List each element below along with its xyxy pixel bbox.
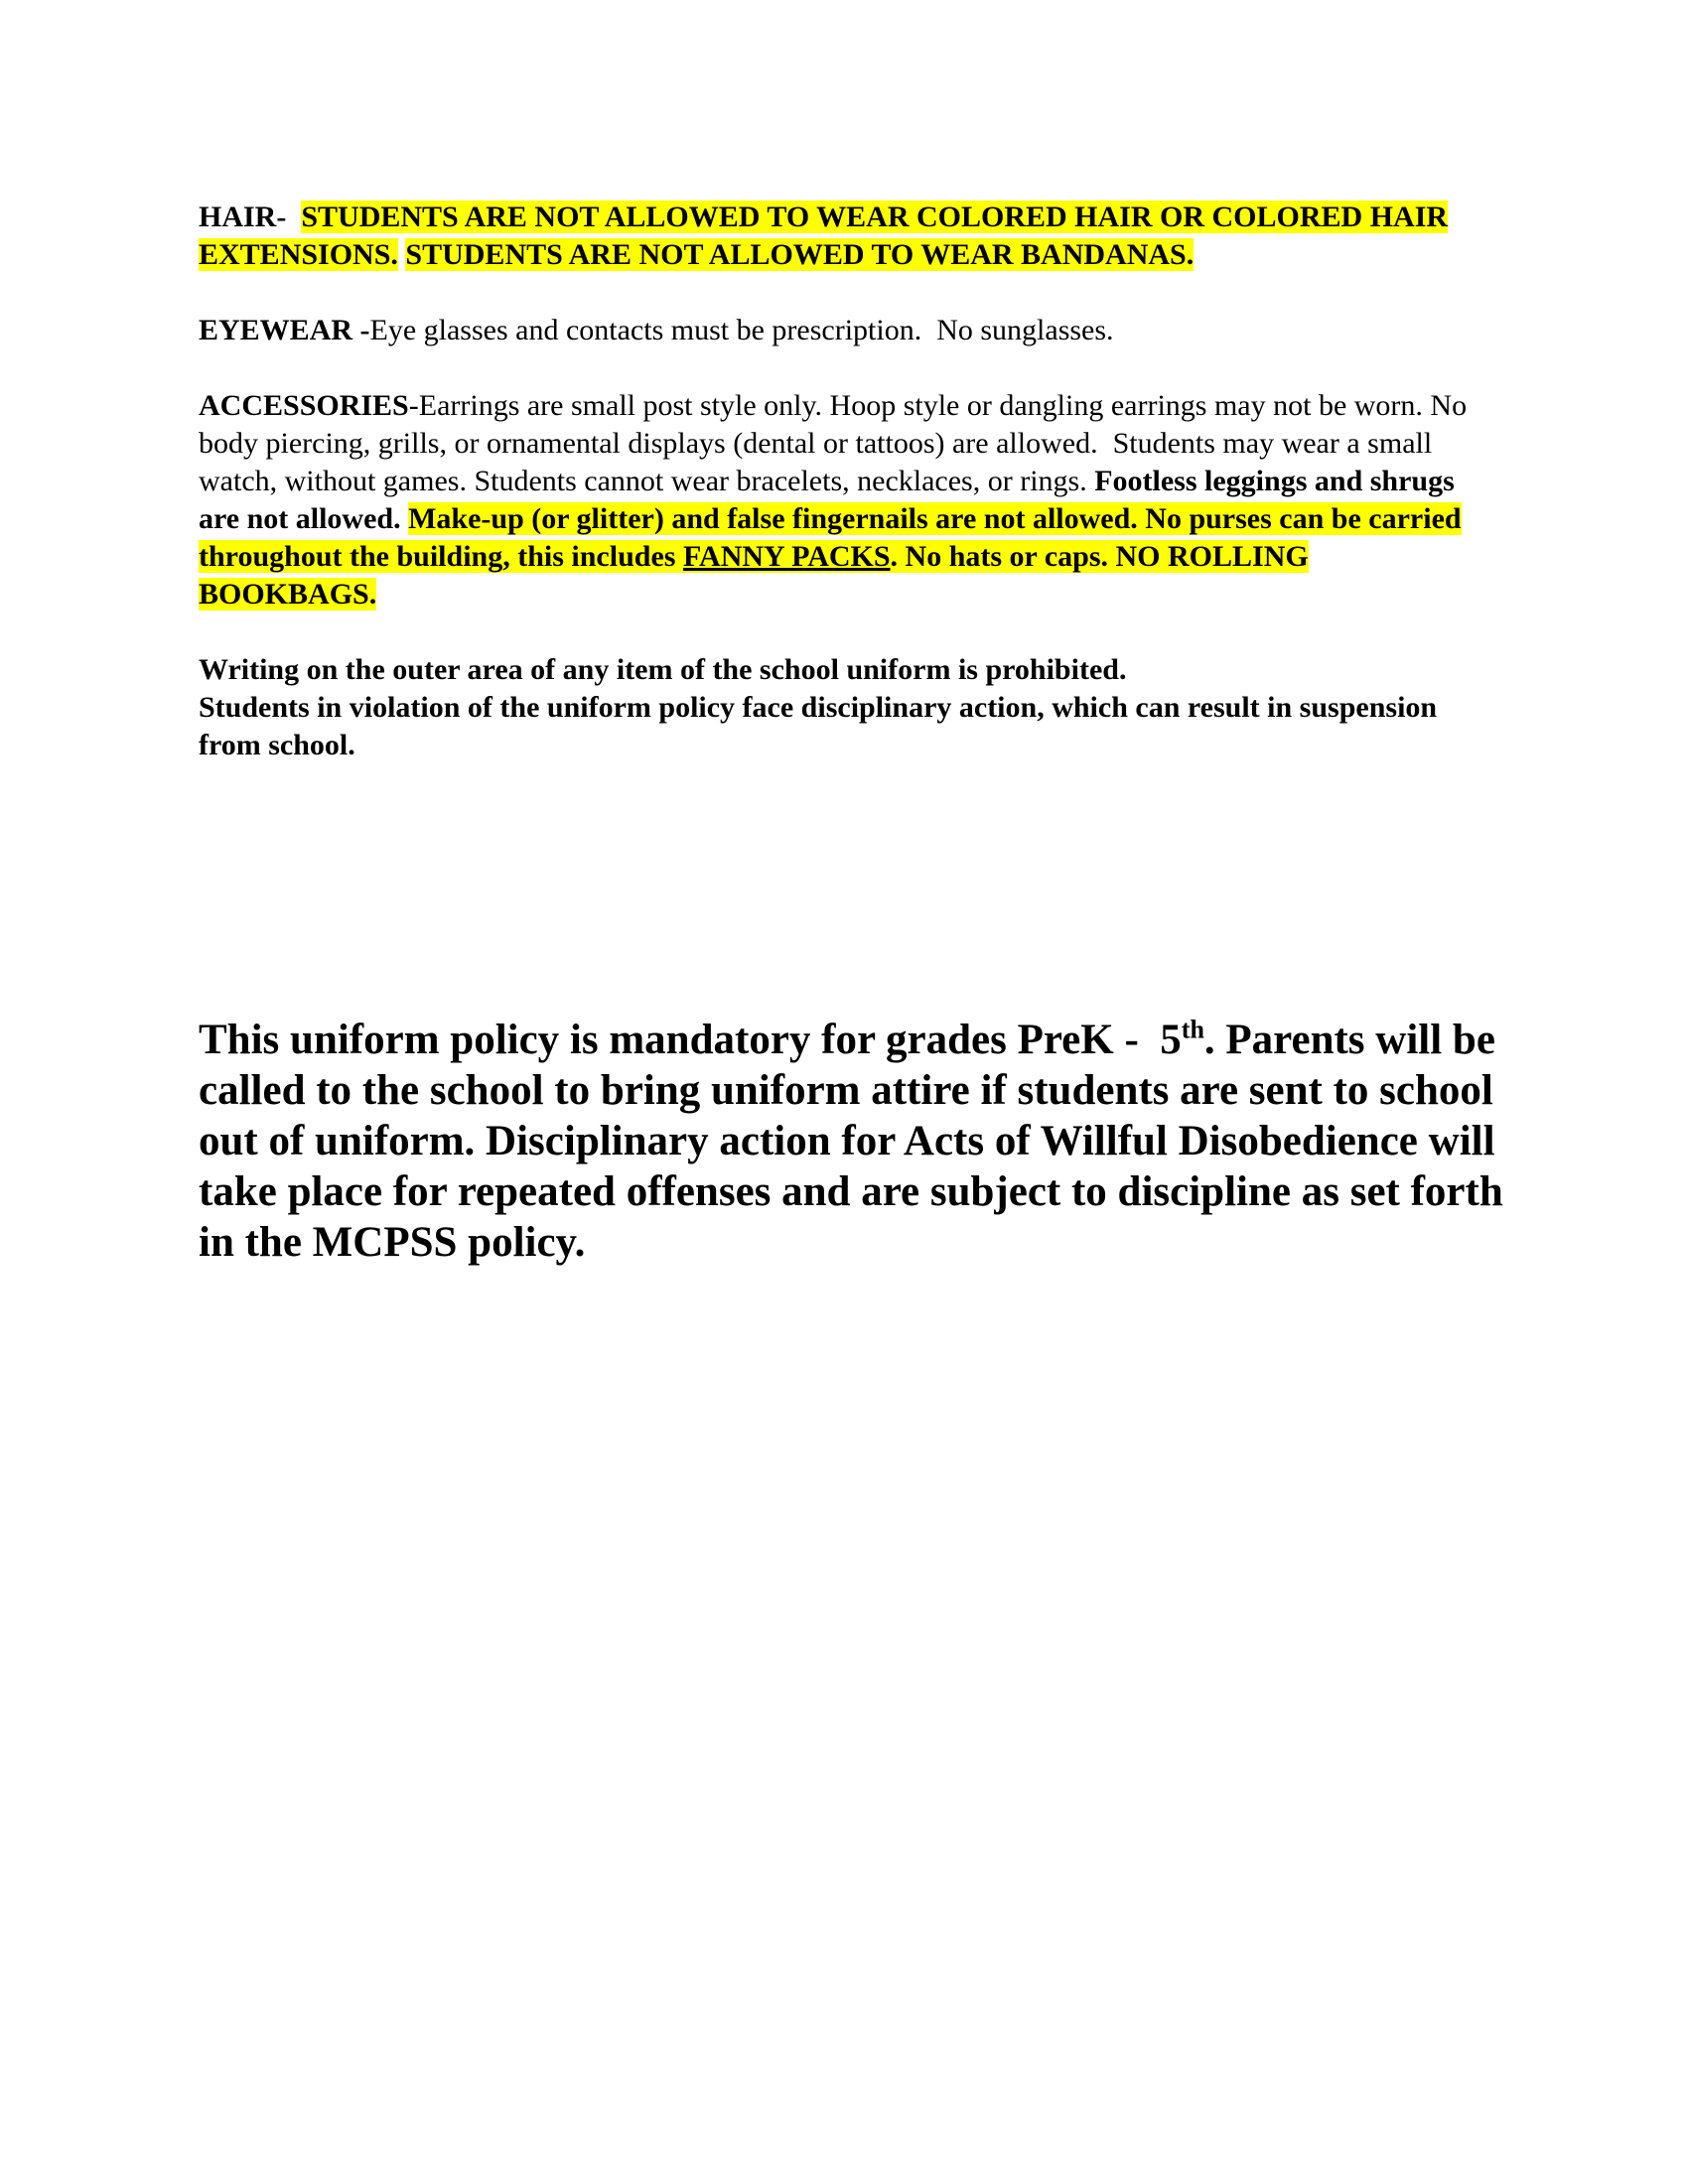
eyewear-text: Eye glasses and contacts must be prescription. No sunglasses. (369, 314, 1114, 346)
notice-paragraph (199, 651, 1489, 764)
notice-line-2: Students in violation of the uniform policy face disciplinary action, which can result in suspension from school. (199, 691, 1438, 761)
mandatory-policy-statement (199, 1015, 1509, 1268)
accessories-bold-text: Footless leggings and shrugs are not allowed. (199, 465, 1455, 535)
final-part-2: . Parents will be called to the school to bring uniform attire if students are sent to school out of uniform. Disciplinary action for Acts of Willful Disobedience will take place for repeated offenses and are subject to discipline as set forth in the MCPSS policy. (199, 1017, 1503, 1266)
final-superscript: th (1181, 1015, 1204, 1044)
policy-body (199, 199, 1489, 764)
accessories-highlight-underlined: FANNY PACKS (682, 540, 891, 573)
accessories-label: ACCESSORIES (199, 389, 409, 422)
hair-highlight-1: STUDENTS ARE NOT ALLOWED TO WEAR COLORED HAIR OR COLORED HAIR EXTENSIONS. (199, 201, 1449, 271)
hair-gap (286, 201, 301, 233)
hair-highlight-2: STUDENTS ARE NOT ALLOWED TO WEAR BANDANAS. (405, 238, 1195, 271)
notice-line-1: Writing on the outer area of any item of the school uniform is prohibited. (199, 653, 1127, 686)
accessories-text: -Earrings are small post style only. Hoop style or dangling earrings may not be worn. No body piercing, grills, or ornamental displays (dental or tattoos) are allowed. Students may wear a small watch, without games. Students cannot wear bracelets, necklaces, or rings. (199, 389, 1475, 497)
hair-paragraph (199, 199, 1489, 274)
accessories-highlight-before: Make-up (or glitter) and false fingernails are not allowed. No purses can be carried throughout the building, this includes (199, 502, 1462, 573)
accessories-highlight-after: . No hats or caps. NO ROLLING BOOKBAGS. (199, 540, 1309, 611)
eyewear-paragraph (199, 312, 1489, 349)
final-part-1: This uniform policy is mandatory for grades PreK - 5 (199, 1017, 1182, 1063)
hair-label: HAIR- (199, 201, 287, 233)
accessories-paragraph (199, 387, 1489, 614)
eyewear-label: EYEWEAR - (199, 314, 370, 346)
